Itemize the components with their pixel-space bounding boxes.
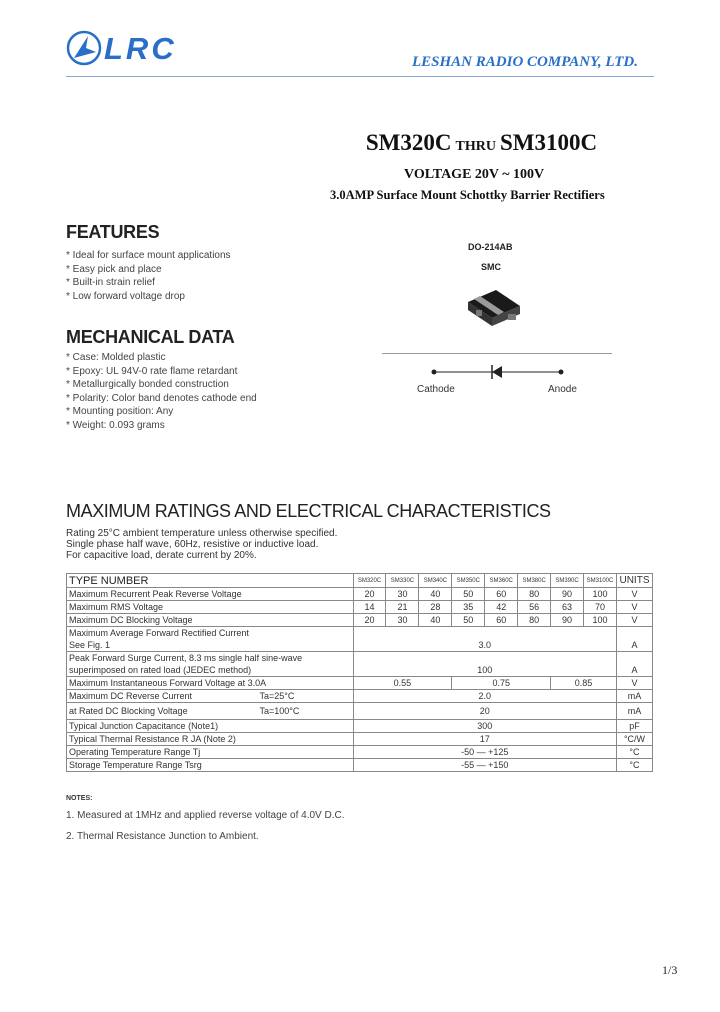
table-cell: 63 — [551, 601, 584, 614]
part-to: SM3100C — [499, 130, 598, 155]
table-cell: 50 — [452, 614, 485, 627]
param-label-line: Peak Forward Surge Current, 8.3 ms single half sine-wave — [69, 653, 303, 663]
table-cell: 20 — [353, 614, 386, 627]
package-divider — [382, 353, 612, 354]
table-cell: 60 — [485, 614, 518, 627]
table-row — [67, 588, 653, 601]
unit-cell: °C — [616, 759, 652, 772]
table-cell: 100 — [353, 652, 616, 677]
table-cell: 20 — [353, 588, 386, 601]
param-label-line: superimposed on rated load (JEDEC method) — [69, 665, 252, 675]
table-row — [67, 703, 653, 720]
table-cell: 14 — [353, 601, 386, 614]
ratings-table — [66, 573, 653, 772]
table-cell: 90 — [551, 614, 584, 627]
unit-cell: A — [616, 627, 652, 652]
thru-word: THRU — [455, 139, 496, 154]
table-row — [67, 690, 653, 703]
part-header: SM320C — [353, 574, 386, 588]
table-cell: 50 — [452, 588, 485, 601]
table-cell: 0.75 — [452, 677, 551, 690]
table-row — [67, 759, 653, 772]
table-row — [67, 746, 653, 759]
note-item: 1. Measured at 1MHz and applied reverse voltage of 4.0V D.C. — [66, 810, 345, 821]
table-cell: 70 — [584, 601, 617, 614]
condition-text: Ta=25°C — [259, 691, 295, 701]
table-cell: 60 — [485, 588, 518, 601]
table-cell: 0.55 — [353, 677, 452, 690]
table-cell: 28 — [419, 601, 452, 614]
table-cell: 100 — [584, 588, 617, 601]
unit-cell: V — [616, 601, 652, 614]
list-item: * Polarity: Color band denotes cathode end — [66, 392, 257, 406]
type-number-header: TYPE NUMBER — [67, 574, 354, 588]
unit-cell: A — [616, 652, 652, 677]
note-item: 2. Thermal Resistance Junction to Ambient. — [66, 831, 259, 842]
table-cell: 0.85 — [551, 677, 617, 690]
part-header: SM350C — [452, 574, 485, 588]
table-cell: 30 — [386, 614, 419, 627]
table-row — [67, 614, 653, 627]
table-cell: 20 — [353, 703, 616, 720]
package-type: SMC — [481, 262, 501, 272]
unit-cell: V — [616, 614, 652, 627]
param-label: Maximum Instantaneous Forward Voltage at 3.0A — [67, 677, 354, 690]
voltage-range: VOLTAGE 20V ~ 100V — [404, 167, 545, 182]
table-cell: 3.0 — [353, 627, 616, 652]
table-cell: 100 — [584, 614, 617, 627]
list-item: * Metallurgically bonded construction — [66, 378, 257, 392]
part-header: SM380C — [518, 574, 551, 588]
unit-cell: V — [616, 677, 652, 690]
page-number: 1/3 — [662, 963, 678, 977]
mechanical-heading: MECHANICAL DATA — [66, 327, 235, 347]
param-label-line: See Fig. 1 — [69, 640, 111, 650]
mechanical-list — [66, 351, 257, 433]
part-header: SM390C — [551, 574, 584, 588]
part-header: SM330C — [386, 574, 419, 588]
diode-symbol — [430, 362, 566, 382]
list-item: * Mounting position: Any — [66, 405, 257, 419]
table-row — [67, 733, 653, 746]
table-cell: 35 — [452, 601, 485, 614]
table-row — [67, 720, 653, 733]
table-row — [67, 601, 653, 614]
table-cell: 56 — [518, 601, 551, 614]
param-label — [67, 690, 354, 703]
part-header: SM340C — [419, 574, 452, 588]
notes-heading: NOTES: — [66, 795, 93, 802]
list-item: * Easy pick and place — [66, 263, 231, 277]
table-cell: 30 — [386, 588, 419, 601]
header-divider — [66, 76, 654, 77]
smc-package-image — [466, 288, 522, 330]
param-label: Maximum DC Blocking Voltage — [67, 614, 354, 627]
logo-text: LRC — [104, 31, 177, 66]
product-subtitle: 3.0AMP Surface Mount Schottky Barrier Rectifiers — [330, 188, 605, 202]
table-row — [67, 652, 653, 677]
table-row — [67, 677, 653, 690]
part-from: SM320C — [365, 130, 452, 155]
condition-line: For capacitive load, derate current by 20%. — [66, 550, 257, 561]
unit-cell: °C/W — [616, 733, 652, 746]
table-row — [67, 627, 653, 652]
part-header: SM3100C — [584, 574, 617, 588]
list-item: * Weight: 0.093 grams — [66, 419, 257, 433]
table-cell: 90 — [551, 588, 584, 601]
unit-cell: mA — [616, 703, 652, 720]
table-cell: 2.0 — [353, 690, 616, 703]
list-item: * Epoxy: UL 94V-0 rate flame retardant — [66, 365, 257, 379]
unit-cell: pF — [616, 720, 652, 733]
param-label: Maximum Recurrent Peak Reverse Voltage — [67, 588, 354, 601]
list-item: * Case: Molded plastic — [66, 351, 257, 365]
param-label: Maximum RMS Voltage — [67, 601, 354, 614]
condition-line: Rating 25°C ambient temperature unless otherwise specified. — [66, 528, 338, 539]
condition-line: Single phase half wave, 60Hz, resistive or inductive load. — [66, 539, 319, 550]
table-cell: -55 — +150 — [353, 759, 616, 772]
param-label — [67, 652, 354, 677]
features-list — [66, 249, 231, 303]
unit-cell: °C — [616, 746, 652, 759]
param-label: Typical Junction Capacitance (Note1) — [67, 720, 354, 733]
rating-conditions — [66, 528, 337, 561]
param-label: Operating Temperature Range Tj — [67, 746, 354, 759]
part-header: SM360C — [485, 574, 518, 588]
param-label-text: Maximum DC Reverse Current — [69, 691, 193, 701]
units-header: UNITS — [616, 574, 652, 588]
param-label: Typical Thermal Resistance R JA (Note 2) — [67, 733, 354, 746]
table-cell: 40 — [419, 614, 452, 627]
list-item: * Built-in strain relief — [66, 276, 231, 290]
company-name: LESHAN RADIO COMPANY, LTD. — [412, 54, 639, 70]
table-cell: 40 — [419, 588, 452, 601]
table-cell: 21 — [386, 601, 419, 614]
param-label — [67, 703, 354, 720]
ratings-heading: MAXIMUM RATINGS AND ELECTRICAL CHARACTERISTICS — [66, 501, 551, 521]
anode-label: Anode — [548, 384, 577, 395]
condition-text: Ta=100°C — [259, 706, 300, 716]
table-cell: 17 — [353, 733, 616, 746]
table-cell: 80 — [518, 614, 551, 627]
list-item: * Low forward voltage drop — [66, 290, 231, 304]
param-label-text: at Rated DC Blocking Voltage — [69, 706, 188, 716]
features-heading: FEATURES — [66, 222, 160, 242]
cathode-label: Cathode — [417, 384, 455, 395]
table-header-row — [67, 574, 653, 588]
table-cell: 42 — [485, 601, 518, 614]
package-name: DO-214AB — [468, 242, 513, 252]
table-cell: 80 — [518, 588, 551, 601]
list-item: * Ideal for surface mount applications — [66, 249, 231, 263]
param-label-line: Maximum Average Forward Rectified Current — [69, 628, 249, 638]
param-label: Storage Temperature Range Tsrg — [67, 759, 354, 772]
table-cell: 300 — [353, 720, 616, 733]
unit-cell: V — [616, 588, 652, 601]
table-cell: -50 — +125 — [353, 746, 616, 759]
param-label — [67, 627, 354, 652]
unit-cell: mA — [616, 690, 652, 703]
page-title — [0, 130, 720, 156]
